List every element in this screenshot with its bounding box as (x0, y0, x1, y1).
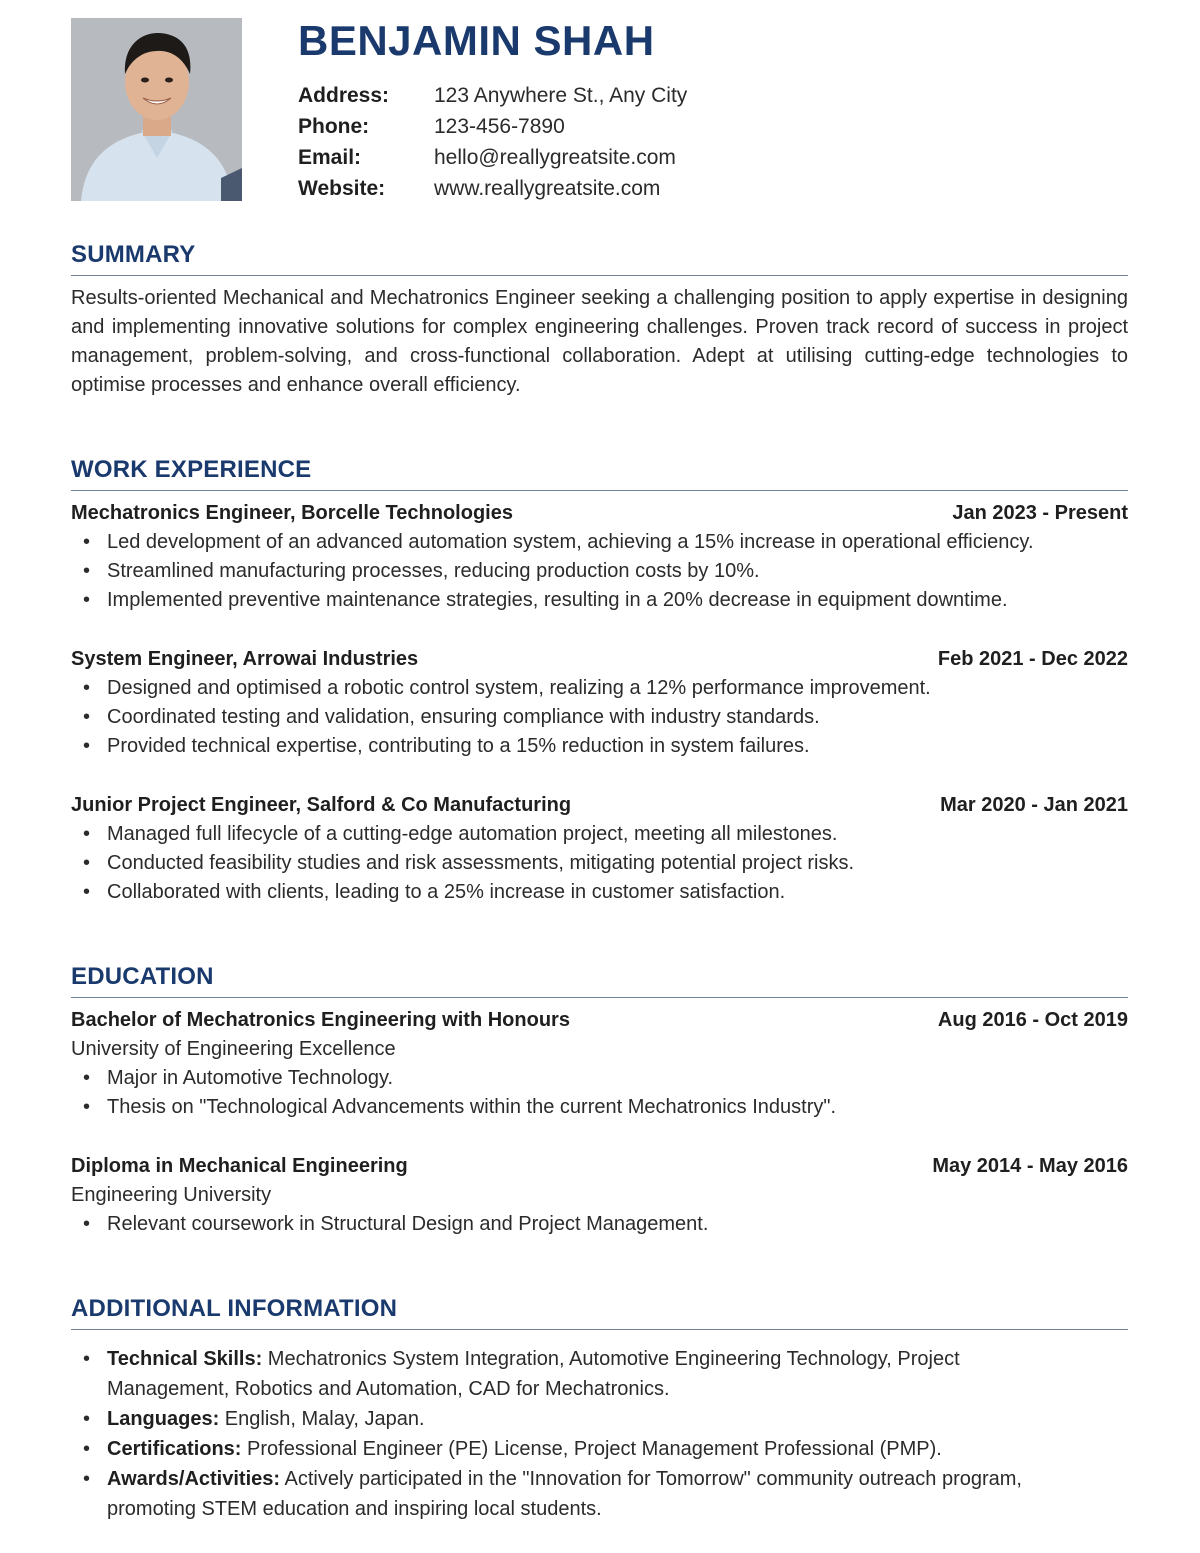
additional-info-section (71, 1294, 1128, 1524)
resume-header (298, 16, 1128, 204)
job-role: System Engineer, Arrowai Industries (71, 648, 419, 670)
contact-label: Website: (298, 176, 386, 200)
bullet-item: • Designed and optimised a robotic control system, realizing a 12% performance improvement. (71, 674, 1128, 703)
info-text: Professional Engineer (PE) License, Project Management Professional (PMP). (241, 1438, 942, 1460)
contact-info (298, 80, 1128, 204)
bullet-item: • Provided technical expertise, contributing to a 15% reduction in system failures. (71, 732, 1128, 761)
additional-bullets (71, 1344, 1128, 1524)
contact-value: 123-456-7890 (434, 114, 565, 138)
work-experience-section (71, 455, 1128, 907)
bullet-item (71, 1344, 1128, 1404)
contact-label: Address: (298, 83, 390, 107)
section-title: WORK EXPERIENCE (71, 455, 1128, 491)
job-dates: Jan 2023 - Present (952, 502, 1128, 524)
job-bullets (71, 674, 1128, 761)
info-label: Certifications: (107, 1438, 242, 1460)
bullet-item: • Thesis on "Technological Advancements within the current Mechatronics Industry". (71, 1093, 1128, 1122)
degree-name: Diploma in Mechanical Engineering (71, 1155, 408, 1177)
bullet-item: • Collaborated with clients, leading to a 25% increase in customer satisfaction. (71, 878, 1128, 907)
summary-section (71, 240, 1128, 400)
job-bullets (71, 528, 1128, 615)
section-title: SUMMARY (71, 240, 1128, 276)
contact-email (298, 142, 1128, 173)
bullet-item: • Relevant coursework in Structural Design and Project Management. (71, 1210, 1128, 1239)
info-text: Actively participated in the "Innovation for Tomorrow" community outreach program, promoting STEM education and inspiring local students. (107, 1468, 1022, 1520)
contact-website (298, 173, 1128, 204)
bullet-item: • Managed full lifecycle of a cutting-edge automation project, meeting all milestones. (71, 820, 1128, 849)
info-text: English, Malay, Japan. (219, 1408, 425, 1430)
section-title: EDUCATION (71, 962, 1128, 998)
school-name: University of Engineering Excellence (71, 1038, 396, 1060)
education-bullets (71, 1210, 1128, 1239)
bullet-item: • Coordinated testing and validation, ensuring compliance with industry standards. (71, 703, 1128, 732)
education-entry (71, 1152, 1128, 1239)
profile-photo (71, 18, 242, 201)
degree-name: Bachelor of Mechatronics Engineering with Honours (71, 1009, 570, 1031)
school-name: Engineering University (71, 1184, 272, 1206)
candidate-name: BENJAMIN SHAH (298, 17, 655, 64)
education-dates: Aug 2016 - Oct 2019 (937, 1009, 1128, 1031)
education-section (71, 962, 1128, 1239)
contact-phone (298, 111, 1128, 142)
resume-body (71, 240, 1128, 1524)
contact-label: Phone: (298, 114, 370, 138)
bullet-item (71, 1434, 1128, 1464)
job-bullets (71, 820, 1128, 907)
bullet-item (71, 1464, 1128, 1524)
bullet-item: • Led development of an advanced automation system, achieving a 15% increase in operational efficiency. (71, 528, 1128, 557)
education-entry (71, 1006, 1128, 1122)
contact-value: www.reallygreatsite.com (434, 176, 661, 200)
education-dates: May 2014 - May 2016 (932, 1155, 1128, 1177)
summary-text: Results-oriented Mechanical and Mechatronics Engineer seeking a challenging position to apply expertise in designing and implementing innovative solutions for complex engineering challenges. Proven track record of success in project management, problem-solving, and cross-functional collaboration. Adept at utilising cutting-edge technologies to optimise processes and enhance overall efficiency. (71, 287, 1128, 396)
job-dates: Feb 2021 - Dec 2022 (937, 648, 1128, 670)
job-role: Mechatronics Engineer, Borcelle Technologies (71, 502, 513, 524)
info-label: Languages: (107, 1408, 220, 1430)
job-role: Junior Project Engineer, Salford & Co Manufacturing (71, 794, 572, 816)
job-entry (71, 645, 1128, 761)
bullet-item: • Streamlined manufacturing processes, reducing production costs by 10%. (71, 557, 1128, 586)
contact-label: Email: (298, 145, 362, 169)
job-entry (71, 791, 1128, 907)
contact-value: hello@reallygreatsite.com (434, 145, 676, 169)
bullet-item (71, 1404, 1128, 1434)
contact-address (298, 80, 1128, 111)
job-entry (71, 499, 1128, 615)
info-label: Technical Skills: (107, 1348, 263, 1370)
education-bullets (71, 1064, 1128, 1122)
bullet-item: • Major in Automotive Technology. (71, 1064, 1128, 1093)
bullet-item: • Conducted feasibility studies and risk assessments, mitigating potential project risks. (71, 849, 1128, 878)
info-label: Awards/Activities: (107, 1468, 281, 1490)
job-dates: Mar 2020 - Jan 2021 (940, 794, 1128, 816)
info-text: Mechatronics System Integration, Automotive Engineering Technology, Project Management, Robotics and Automation, CAD for Mechatronics. (107, 1348, 960, 1400)
contact-value: 123 Anywhere St., Any City (434, 83, 688, 107)
bullet-item: • Implemented preventive maintenance strategies, resulting in a 20% decrease in equipment downtime. (71, 586, 1128, 615)
section-title: ADDITIONAL INFORMATION (71, 1294, 1128, 1330)
